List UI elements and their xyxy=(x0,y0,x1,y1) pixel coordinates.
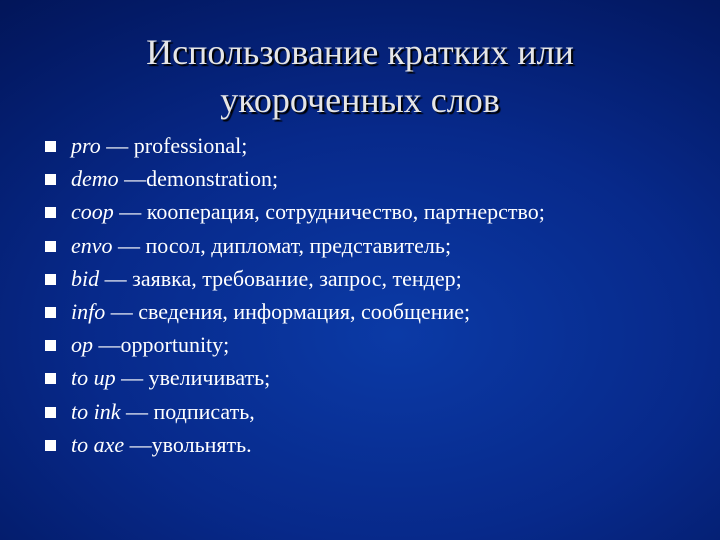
term: to up xyxy=(71,365,116,391)
square-bullet-icon xyxy=(45,241,56,252)
bullet-text xyxy=(71,428,252,461)
term: coop xyxy=(71,199,114,225)
definition: —увольнять. xyxy=(124,431,252,457)
bullet-text xyxy=(71,395,255,428)
term: info xyxy=(71,298,106,324)
definition: — заявка, требование, запрос, тендер; xyxy=(99,265,462,291)
square-bullet-icon xyxy=(45,407,56,418)
title-line-2: укороченных слов xyxy=(220,80,500,120)
bullet-text xyxy=(71,328,229,361)
square-bullet-icon xyxy=(45,340,56,351)
term: to axe xyxy=(71,431,125,457)
title-line-1: Использование кратких или xyxy=(146,32,574,72)
square-bullet-icon xyxy=(45,274,56,285)
term: pro xyxy=(71,133,101,158)
definition: —demonstration; xyxy=(118,166,279,192)
definition: — сведения, информация, сообщение; xyxy=(105,298,471,324)
square-bullet-icon xyxy=(45,440,56,451)
bullet-text xyxy=(71,295,470,328)
bullet-text xyxy=(71,262,462,295)
bullet-text xyxy=(71,361,270,394)
square-bullet-icon xyxy=(45,174,56,185)
bullet-text xyxy=(71,195,545,228)
square-bullet-icon xyxy=(45,141,56,152)
definition: —opportunity; xyxy=(93,332,230,358)
definition: — посол, дипломат, представитель; xyxy=(112,232,452,258)
term: envo xyxy=(71,232,113,258)
term: bid xyxy=(71,265,100,291)
term: demo xyxy=(71,166,119,192)
bullet-text xyxy=(71,229,451,262)
definition: — professional; xyxy=(100,133,248,158)
term: to ink xyxy=(71,398,121,424)
square-bullet-icon xyxy=(45,307,56,318)
definition: — подписать, xyxy=(120,398,255,424)
square-bullet-icon xyxy=(45,207,56,218)
term: op xyxy=(71,332,93,358)
square-bullet-icon xyxy=(45,373,56,384)
definition: — кооперация, сотрудничество, партнерство; xyxy=(113,199,545,225)
slide-title xyxy=(60,28,660,124)
definition: — увеличивать; xyxy=(115,365,271,391)
bullet-text xyxy=(71,162,278,195)
bullet-text xyxy=(71,129,247,162)
